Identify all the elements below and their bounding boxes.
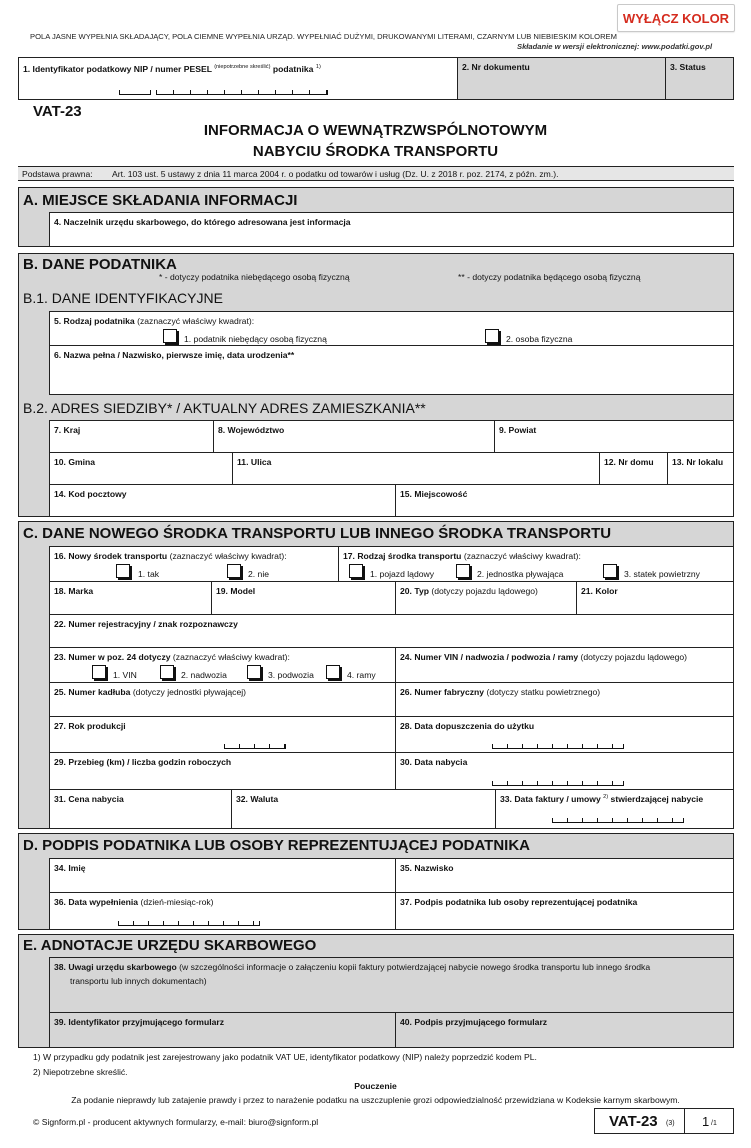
field-40-receiver-signature: [395, 1012, 734, 1048]
checkbox-natural-person[interactable]: [485, 329, 499, 343]
option-new-yes-label: 1. tak: [138, 569, 160, 579]
field-12-label: 12. Nr domu: [604, 457, 654, 467]
field-22-registration[interactable]: [49, 614, 734, 648]
color-toggle-button[interactable]: WYŁĄCZ KOLOR: [617, 4, 735, 32]
field-24-label: 24. Numer VIN / nadwozia / podwozia / ramy: [400, 652, 579, 662]
field-13-flat-number[interactable]: [667, 452, 734, 485]
field-23-number-applies: [49, 647, 396, 683]
field-22-label: 22. Numer rejestracyjny / znak rozpoznawczy: [54, 619, 238, 629]
field-3-label: 3. Status: [670, 62, 706, 72]
field-17-transport-type: [338, 546, 734, 582]
field-31-label: 31. Cena nabycia: [54, 794, 124, 804]
checkbox-body[interactable]: [160, 665, 174, 679]
section-c-title: C. DANE NOWEGO ŚRODKA TRANSPORTU LUB INNEGO ŚRODKA TRANSPORTU: [23, 525, 612, 542]
field-36-label: 36. Data wypełnienia: [54, 897, 139, 907]
page-total: /1: [711, 1120, 717, 1127]
field-40-label: 40. Podpis przyjmującego formularz: [400, 1017, 548, 1027]
checkbox-vessel[interactable]: [456, 564, 470, 578]
invoice-date-comb: [552, 818, 684, 823]
field-1-hint: (niepotrzebne skreślić): [214, 64, 271, 71]
footnote-1: 1) W przypadku gdy podatnik jest zarejestrowany jako podatnik VAT UE, identyfikator podatkowy (NIP) należy poprzedzić kodem PL.: [33, 1052, 537, 1062]
field-29-label: 29. Przebieg (km) / liczba godzin roboczych: [54, 757, 232, 767]
field-28-label: 28. Data dopuszczenia do użytku: [400, 721, 535, 731]
section-b2-title: B.2. ADRES SIEDZIBY* / AKTUALNY ADRES ZAMIESZKANIA**: [23, 400, 426, 416]
field-1-label: 1. Identyfikator podatkowy NIP / numer PESEL: [23, 64, 212, 74]
option-body-label: 2. nadwozia: [181, 670, 227, 680]
field-17-label: 17. Rodzaj środka transportu: [343, 551, 462, 561]
admission-date-comb: [492, 744, 624, 749]
field-38-office-notes: [49, 957, 734, 1013]
field-26-label: 26. Numer fabryczny: [400, 687, 485, 697]
footnote-2-ref: 2): [603, 794, 609, 801]
page-number: 1: [702, 1114, 710, 1129]
option-vin-label: 1. VIN: [113, 670, 137, 680]
field-14-postal-code[interactable]: [49, 484, 396, 517]
field-35-label: 35. Nazwisko: [400, 863, 454, 873]
option-chassis-label: 3. podwozia: [268, 670, 314, 680]
option-new-no-label: 2. nie: [248, 569, 270, 579]
footer-form-version: (3): [666, 1120, 675, 1127]
field-35-last-name[interactable]: [395, 858, 734, 893]
field-11-label: 11. Ulica: [237, 457, 272, 467]
field-26-hint: (dotyczy statku powietrznego): [486, 687, 601, 697]
field-1-label-end: podatnika: [272, 64, 314, 74]
electronic-filing-note: Składanie w wersji elektronicznej: www.podatki.gov.pl: [517, 42, 713, 51]
field-16-label: 16. Nowy środek transportu: [54, 551, 168, 561]
legal-basis-label: Podstawa prawna:: [22, 169, 93, 179]
field-25-hull-number[interactable]: [49, 682, 396, 717]
field-20-hint: (dotyczy pojazdu lądowego): [431, 586, 538, 596]
field-9-label: 9. Powiat: [499, 425, 537, 435]
section-e: [18, 934, 734, 1048]
note-legal-entity: * - dotyczy podatnika niebędącego osobą fizyczną: [159, 272, 350, 282]
checkbox-chassis[interactable]: [247, 665, 261, 679]
footer-form-code: VAT-23: [609, 1113, 658, 1130]
checkbox-new-yes[interactable]: [116, 564, 130, 578]
section-d: [18, 833, 734, 930]
nip-comb: [119, 90, 151, 95]
field-2-document-number: [457, 57, 666, 100]
form-code: VAT-23: [33, 103, 82, 120]
section-e-title: E. ADNOTACJE URZĘDU SKARBOWEGO: [23, 937, 317, 954]
field-20-label: 20. Typ: [400, 586, 429, 596]
field-36-hint: (dzień-miesiąc-rok): [140, 897, 214, 907]
checkbox-new-no[interactable]: [227, 564, 241, 578]
field-37-signature[interactable]: [395, 892, 734, 930]
field-28-admission-date[interactable]: [395, 716, 734, 753]
field-25-label: 25. Numer kadłuba: [54, 687, 131, 697]
field-27-label: 27. Rok produkcji: [54, 721, 126, 731]
checkbox-vin[interactable]: [92, 665, 106, 679]
option-aircraft-label: 3. statek powietrzny: [624, 569, 700, 579]
section-b: [18, 253, 734, 517]
field-20-type[interactable]: [395, 581, 577, 615]
field-19-model[interactable]: [211, 581, 396, 615]
field-25-hint: (dotyczy jednostki pływającej): [132, 687, 247, 697]
field-11-street[interactable]: [232, 452, 600, 485]
field-31-price[interactable]: [49, 789, 232, 829]
note-natural-person: ** - dotyczy podatnika będącego osobą fizyczną: [458, 272, 641, 282]
field-6-label: 6. Nazwa pełna / Nazwisko, pierwsze imię, data urodzenia**: [54, 350, 295, 360]
field-17-hint: (zaznaczyć właściwy kwadrat):: [463, 551, 581, 561]
option-frame-label: 4. ramy: [347, 670, 376, 680]
field-32-currency[interactable]: [231, 789, 496, 829]
field-29-mileage[interactable]: [49, 752, 396, 790]
field-39-label: 39. Identyfikator przyjmującego formularz: [54, 1017, 225, 1027]
field-10-label: 10. Gmina: [54, 457, 96, 467]
field-4-label: 4. Naczelnik urzędu skarbowego, do którego adresowana jest informacja: [54, 217, 351, 227]
field-3-status: [665, 57, 734, 100]
option-natural-person-label: 2. osoba fizyczna: [506, 334, 573, 344]
legal-basis-row: [18, 166, 734, 181]
section-a: [18, 187, 734, 247]
option-legal-entity-label: 1. podatnik niebędący osobą fizyczną: [184, 334, 327, 344]
field-30-label: 30. Data nabycia: [400, 757, 468, 767]
field-10-commune[interactable]: [49, 452, 233, 485]
field-14-label: 14. Kod pocztowy: [54, 489, 127, 499]
section-b1-title: B.1. DANE IDENTYFIKACYJNE: [23, 290, 223, 306]
field-21-label: 21. Kolor: [581, 586, 618, 596]
pouczenie-text: Za podanie nieprawdy lub zatajenie prawdy i przez to narażenie podatku na uszczuplenie grozi odpowiedzialność przewidziana w Kodeksie karnym skarbowym.: [71, 1095, 680, 1105]
field-34-first-name[interactable]: [49, 858, 396, 893]
checkbox-land-vehicle[interactable]: [349, 564, 363, 578]
field-8-label: 8. Województwo: [218, 425, 285, 435]
field-27-production-year[interactable]: [49, 716, 396, 753]
field-18-label: 18. Marka: [54, 586, 94, 596]
field-38-hint-2: transportu lub innych dokumentach): [70, 976, 207, 986]
field-12-house-number[interactable]: [599, 452, 668, 485]
footnote-1-ref: 1): [315, 64, 321, 71]
section-c: [18, 521, 734, 829]
field-37-label: 37. Podpis podatnika lub osoby reprezentującej podatnika: [400, 897, 638, 907]
pouczenie-title: Pouczenie: [354, 1081, 397, 1091]
field-36-fill-date[interactable]: [49, 892, 396, 930]
field-13-label: 13. Nr lokalu: [672, 457, 724, 467]
year-comb: [224, 744, 286, 749]
field-33-invoice-date[interactable]: [495, 789, 734, 829]
field-24-vin[interactable]: [395, 647, 734, 683]
copyright: © Signform.pl - producent aktywnych formularzy, e-mail: biuro@signform.pl: [33, 1117, 319, 1127]
field-38-hint: (w szczególności informacje o załączeniu kopii faktury potwierdzającej nabycie nowego środka transportu lub innego środka: [179, 962, 651, 972]
legal-basis-text: Art. 103 ust. 5 ustawy z dnia 11 marca 2004 r. o podatku od towarów i usług (Dz. U. z 2018 r. poz. 2174, z późn. zm.).: [112, 169, 559, 179]
field-16-new-transport: [49, 546, 339, 582]
fill-date-comb: [118, 921, 260, 926]
checkbox-legal-entity[interactable]: [163, 329, 177, 343]
field-33-label-end: stwierdzającej nabycie: [610, 794, 704, 804]
field-23-hint: (zaznaczyć właściwy kwadrat):: [172, 652, 290, 662]
field-16-hint: (zaznaczyć właściwy kwadrat):: [169, 551, 287, 561]
field-5-hint: (zaznaczyć właściwy kwadrat):: [137, 316, 255, 326]
field-6-full-name[interactable]: [49, 345, 734, 395]
field-15-label: 15. Miejscowość: [400, 489, 468, 499]
field-7-country[interactable]: [49, 420, 214, 453]
field-8-province[interactable]: [213, 420, 495, 453]
checkbox-frame[interactable]: [326, 665, 340, 679]
section-d-title: D. PODPIS PODATNIKA LUB OSOBY REPREZENTUJĄCEJ PODATNIKA: [23, 837, 530, 854]
nip-comb-2: [156, 90, 328, 95]
field-19-label: 19. Model: [216, 586, 256, 596]
field-18-make[interactable]: [49, 581, 212, 615]
option-vessel-label: 2. jednostka pływająca: [477, 569, 564, 579]
field-24-hint: (dotyczy pojazdu lądowego): [580, 652, 688, 662]
section-b-title: B. DANE PODATNIKA: [23, 256, 177, 273]
form-code-box: [594, 1108, 734, 1134]
form-title-line-2: NABYCIU ŚRODKA TRANSPORTU: [252, 143, 499, 160]
footnote-2: 2) Niepotrzebne skreślić.: [33, 1067, 128, 1077]
fill-instructions: POLA JASNE WYPEŁNIA SKŁADAJĄCY, POLA CIEMNE WYPEŁNIA URZĄD. WYPEŁNIAĆ DUŻYMI, DRUKOWANYMI LITERAMI, CZARNYM LUB NIEBIESKIM KOLOREM: [30, 32, 617, 41]
option-land-vehicle-label: 1. pojazd lądowy: [370, 569, 435, 579]
field-4-tax-office[interactable]: [49, 212, 734, 247]
field-5-taxpayer-type: [49, 311, 734, 346]
field-21-color[interactable]: [576, 581, 734, 615]
field-23-label: 23. Numer w poz. 24 dotyczy: [54, 652, 171, 662]
field-33-label: 33. Data faktury / umowy: [500, 794, 601, 804]
field-34-label: 34. Imię: [54, 863, 86, 873]
field-38-label: 38. Uwagi urzędu skarbowego: [54, 962, 177, 972]
field-1-nip-pesel[interactable]: [18, 57, 458, 100]
field-30-acquisition-date[interactable]: [395, 752, 734, 790]
section-a-title: A. MIEJSCE SKŁADANIA INFORMACJI: [23, 192, 298, 209]
form-title-line-1: INFORMACJA O WEWNĄTRZWSPÓLNOTOWYM: [203, 122, 548, 139]
checkbox-aircraft[interactable]: [603, 564, 617, 578]
field-26-serial-number[interactable]: [395, 682, 734, 717]
field-5-label: 5. Rodzaj podatnika: [54, 316, 135, 326]
field-15-city[interactable]: [395, 484, 734, 517]
field-2-label: 2. Nr dokumentu: [462, 62, 530, 72]
field-32-label: 32. Waluta: [236, 794, 279, 804]
field-39-receiver-id: [49, 1012, 396, 1048]
field-7-label: 7. Kraj: [54, 425, 81, 435]
acquisition-date-comb: [492, 781, 624, 786]
field-9-district[interactable]: [494, 420, 734, 453]
